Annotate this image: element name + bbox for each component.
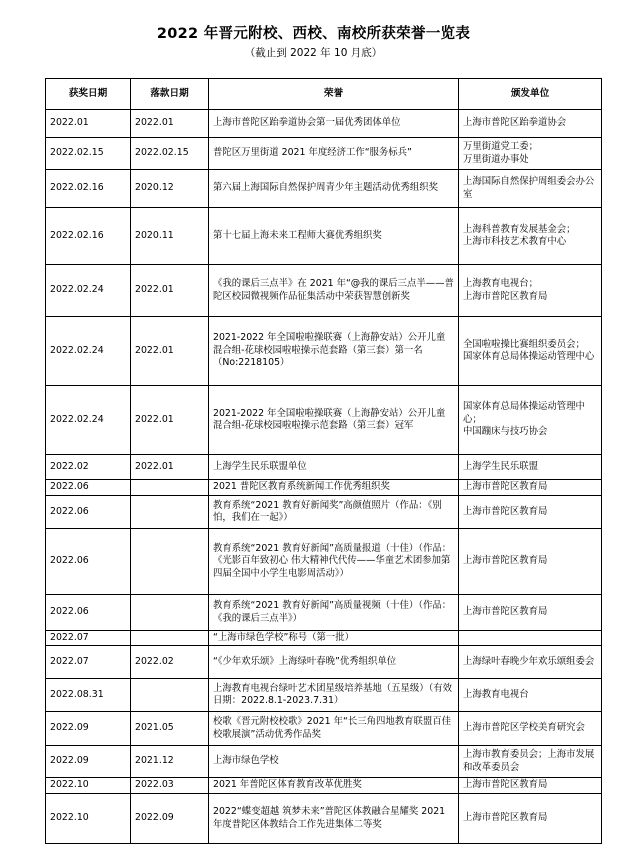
- award-date-cell: 2022.02: [46, 455, 131, 480]
- signed-date-cell: 2022.02.15: [131, 138, 209, 170]
- table-row: [46, 317, 602, 386]
- issuer-cell: 上海科普教育发展基金会； 上海市科技艺术教育中心: [459, 208, 602, 265]
- signed-date-cell: 2022.01: [131, 265, 209, 317]
- issuer-cell: 上海教育电视台； 上海市普陀区教育局: [459, 265, 602, 317]
- table-row: [46, 778, 602, 794]
- signed-date-cell: 2020.12: [131, 170, 209, 208]
- signed-date-cell: 2022.02: [131, 646, 209, 679]
- signed-date-cell: 2022.01: [131, 455, 209, 480]
- honor-cell: 2022“蝶变超越 筑梦未来”普陀区体教融合星耀奖 2021 年度普陀区体教结合工作先进集体二等奖: [209, 794, 459, 844]
- table-row: [46, 480, 602, 496]
- issuer-cell: 上海市普陀区跆拳道协会: [459, 110, 602, 138]
- signed-date-cell: 2022.01: [131, 110, 209, 138]
- award-date-cell: 2022.02.24: [46, 317, 131, 386]
- issuer-cell: 上海市普陀区教育局: [459, 794, 602, 844]
- honor-cell: 上海市普陀区跆拳道协会第一届优秀团体单位: [209, 110, 459, 138]
- honor-cell: 上海教育电视台绿叶艺术团星级培养基地（五星级）（有效日期：2022.8.1-2023.7.31）: [209, 679, 459, 712]
- award-date-cell: 2022.06: [46, 480, 131, 496]
- document-title: 2022 年晋元附校、西校、南校所获荣誉一览表: [156, 26, 471, 42]
- signed-date-cell: 2022.03: [131, 778, 209, 794]
- table-row: [46, 138, 602, 170]
- issuer-cell: 万里街道党工委； 万里街道办事处: [459, 138, 602, 170]
- issuer-cell: 上海学生民乐联盟: [459, 455, 602, 480]
- award-date-cell: 2022.02.15: [46, 138, 131, 170]
- header-award-date: 获奖日期: [46, 79, 131, 110]
- signed-date-cell: [131, 595, 209, 631]
- award-date-cell: 2022.09: [46, 746, 131, 778]
- table-row: [46, 631, 602, 646]
- table-row: [46, 712, 602, 746]
- honors-table: [45, 78, 602, 844]
- honor-cell: 《我的课后三点半》在 2021 年“@我的课后三点半——普陀区校园微视频作品征集活动中荣获智慧创新奖: [209, 265, 459, 317]
- signed-date-cell: [131, 480, 209, 496]
- table-row: [46, 679, 602, 712]
- issuer-cell: 国家体育总局体操运动管理中心； 中国蹦床与技巧协会: [459, 386, 602, 455]
- table-row: [46, 170, 602, 208]
- award-date-cell: 2022.09: [46, 712, 131, 746]
- header-honor: 荣誉: [209, 79, 459, 110]
- signed-date-cell: 2021.05: [131, 712, 209, 746]
- honor-cell: 教育系统“2021 教育好新闻”高质量报道（十佳）（作品：《光影百年致初心 伟大精神代代传——华童艺术团参加第四届全国中小学生电影周活动》）: [209, 529, 459, 595]
- award-date-cell: 2022.06: [46, 595, 131, 631]
- award-date-cell: 2022.07: [46, 631, 131, 646]
- award-date-cell: 2022.06: [46, 496, 131, 529]
- award-date-cell: 2022.02.16: [46, 170, 131, 208]
- issuer-cell: 上海市普陀区教育局: [459, 496, 602, 529]
- issuer-cell: 上海市普陀区教育局: [459, 595, 602, 631]
- signed-date-cell: 2021.12: [131, 746, 209, 778]
- signed-date-cell: 2020.11: [131, 208, 209, 265]
- signed-date-cell: [131, 529, 209, 595]
- issuer-cell: [459, 631, 602, 646]
- issuer-cell: 上海国际自然保护周组委会办公室: [459, 170, 602, 208]
- honor-cell: 2021-2022 年全国啦啦操联赛（上海静安站）公开儿童混合组-花球校园啦啦操示范套路（第三套）冠军: [209, 386, 459, 455]
- table-body: [46, 110, 602, 844]
- document-subtitle: （截止到 2022 年 10 月底）: [244, 47, 383, 59]
- award-date-cell: 2022.01: [46, 110, 131, 138]
- award-date-cell: 2022.02.16: [46, 208, 131, 265]
- signed-date-cell: [131, 631, 209, 646]
- issuer-cell: 上海市普陀区教育局: [459, 778, 602, 794]
- honor-cell: 教育系统“2021 教育好新闻奖”高颜值照片（作品：《别怕，我们在一起》）: [209, 496, 459, 529]
- signed-date-cell: [131, 679, 209, 712]
- signed-date-cell: 2022.09: [131, 794, 209, 844]
- table-row: [46, 265, 602, 317]
- table-row: [46, 529, 602, 595]
- honor-cell: 2021 普陀区教育系统新闻工作优秀组织奖: [209, 480, 459, 496]
- table-row: [46, 646, 602, 679]
- signed-date-cell: 2022.01: [131, 386, 209, 455]
- table-row: [46, 386, 602, 455]
- header-signed-date: 落款日期: [131, 79, 209, 110]
- award-date-cell: 2022.08.31: [46, 679, 131, 712]
- honor-cell: “《少年欢乐颂》上海绿叶春晚”优秀组织单位: [209, 646, 459, 679]
- table-row: [46, 595, 602, 631]
- honor-cell: 上海学生民乐联盟单位: [209, 455, 459, 480]
- award-date-cell: 2022.06: [46, 529, 131, 595]
- honor-cell: “上海市绿色学校”称号（第一批）: [209, 631, 459, 646]
- issuer-cell: 上海市教育委员会；上海市发展和改革委员会: [459, 746, 602, 778]
- award-date-cell: 2022.02.24: [46, 386, 131, 455]
- table-row: [46, 110, 602, 138]
- award-date-cell: 2022.10: [46, 778, 131, 794]
- honor-cell: 教育系统“2021 教育好新闻”高质量视频（十佳）（作品：《我的课后三点半》）: [209, 595, 459, 631]
- honor-cell: 上海市绿色学校: [209, 746, 459, 778]
- honor-cell: 2021 年普陀区体育教育改革优胜奖: [209, 778, 459, 794]
- issuer-cell: 全国啦啦操比赛组织委员会； 国家体育总局体操运动管理中心: [459, 317, 602, 386]
- issuer-cell: 上海市普陀区学校美育研究会: [459, 712, 602, 746]
- signed-date-cell: 2022.01: [131, 317, 209, 386]
- table-row: [46, 208, 602, 265]
- award-date-cell: 2022.02.24: [46, 265, 131, 317]
- award-date-cell: 2022.07: [46, 646, 131, 679]
- issuer-cell: 上海市普陀区教育局: [459, 529, 602, 595]
- table-row: [46, 794, 602, 844]
- issuer-cell: 上海绿叶春晚少年欢乐颂组委会: [459, 646, 602, 679]
- issuer-cell: 上海市普陀区教育局: [459, 480, 602, 496]
- honor-cell: 普陀区万里街道 2021 年度经济工作“服务标兵”: [209, 138, 459, 170]
- honor-cell: 2021-2022 年全国啦啦操联赛（上海静安站）公开儿童混合组-花球校园啦啦操示范套路（第三套）第一名（No:2218105）: [209, 317, 459, 386]
- honor-cell: 第六届上海国际自然保护周青少年主题活动优秀组织奖: [209, 170, 459, 208]
- table-header-row: [46, 79, 602, 110]
- table-row: [46, 496, 602, 529]
- honor-cell: 校歌《晋元附校校歌》2021 年“长三角四地教育联盟百佳校歌展演”活动优秀作品奖: [209, 712, 459, 746]
- table-row: [46, 455, 602, 480]
- honor-cell: 第十七届上海未来工程师大赛优秀组织奖: [209, 208, 459, 265]
- signed-date-cell: [131, 496, 209, 529]
- table-row: [46, 746, 602, 778]
- header-issuer: 颁发单位: [459, 79, 602, 110]
- issuer-cell: 上海教育电视台: [459, 679, 602, 712]
- award-date-cell: 2022.10: [46, 794, 131, 844]
